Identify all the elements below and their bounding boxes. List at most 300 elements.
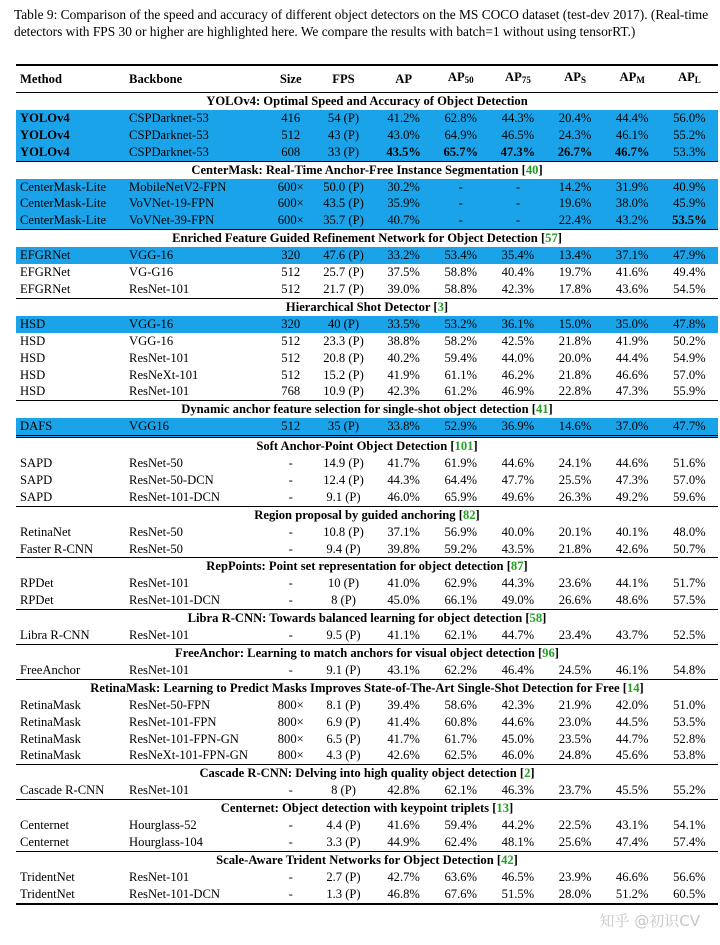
cell-aps: 19.7% [558,265,592,280]
cell-ap75: 49.6% [501,489,535,504]
cell-aps: 21.8% [558,541,592,556]
cell-fps: 1.3 (P) [312,886,375,904]
cell-backbone: ResNet-101 [129,628,190,643]
section-header-row [16,645,718,662]
cell-fps: 9.5 (P) [326,628,361,643]
cell-backbone: ResNet-101 [129,281,190,296]
cell-ap: 43.5% [375,144,432,161]
cell-apl: 51.0% [673,697,706,712]
cell-size: 800× [277,731,304,746]
cell-ap75: 45.0% [501,731,535,746]
cell-backbone: ResNeXt-101 [129,367,199,382]
cell-ap: 42.3% [387,384,420,399]
cell-ap50: 62.2% [444,662,478,677]
cell-apl: 53.5% [673,714,706,729]
cell-apl: 57.0% [673,367,706,382]
header-ap50-sub: 50 [464,75,474,85]
cell-aps: 20.1% [558,524,592,539]
cell-size: 800× [277,714,304,729]
table-header [16,65,718,93]
cell-fps: 10.9 (P) [323,384,364,399]
cell-apl: 56.6% [673,869,706,884]
cell-ap75: 46.5% [489,127,546,144]
cell-ap: 44.3% [387,472,420,487]
cell-ap50: 58.6% [444,697,478,712]
cell-ap: 41.2% [375,110,432,127]
cell-fps: 43.5 (P) [312,195,375,212]
table-row-realtime [16,212,718,229]
table-row [16,281,718,298]
cell-backbone: ResNet-50 [129,541,183,556]
cell-method: HSD [20,384,46,399]
table-row [16,333,718,350]
cell-apl: 47.9% [661,247,718,264]
cell-aps: 23.7% [558,783,592,798]
table-row [16,472,718,489]
cell-method: FreeAnchor [20,662,81,677]
citation-open: [ [503,559,511,574]
cell-ap75: 44.6% [501,456,535,471]
header-size: Size [279,71,302,86]
cell-size: - [288,593,293,608]
cell-ap: 42.6% [387,748,420,763]
cell-apm: 41.6% [615,265,649,280]
cell-backbone: VGG-16 [125,316,270,333]
section-title-cell [16,610,718,627]
header-fps: FPS [332,71,355,86]
cell-ap50: 64.4% [444,472,478,487]
cell-backbone: ResNet-101-FPN-GN [129,731,239,746]
cell-ap: 37.5% [387,265,420,280]
cell-size: 608 [270,144,312,161]
table-row [16,731,718,748]
cell-method: CenterMask-Lite [16,195,125,212]
cell-ap50: 59.2% [444,541,478,556]
cell-ap50: 59.4% [444,818,478,833]
header-apm [604,65,661,93]
cell-backbone: CSPDarknet-53 [125,110,270,127]
cell-apl: 48.0% [673,524,706,539]
cell-fps: 9.1 (P) [326,489,361,504]
citation-close: ] [554,646,559,660]
cell-ap: 42.7% [387,869,420,884]
table-row-realtime [16,144,718,161]
cell-fps: 9.1 (P) [326,662,361,677]
section-title-cell [16,800,718,817]
section-header-row [16,558,718,575]
header-ap50 [432,65,489,93]
cell-ap50: - [432,212,489,229]
cell-size: - [288,834,293,849]
header-apl [661,65,718,93]
citation-close: ] [548,402,553,417]
cell-ap: 41.7% [387,731,420,746]
section-title-cell [16,161,718,178]
table-row [16,383,718,400]
cell-ap: 46.8% [375,886,432,904]
citation-close: ] [473,439,478,454]
section-header-row [16,161,718,178]
section-header-row [16,851,718,868]
cell-apl: 57.0% [673,472,706,487]
cell-aps: 14.2% [546,179,603,196]
cell-ap50: 58.8% [444,281,478,296]
table-row-realtime [16,179,718,196]
cell-backbone: ResNet-101-DCN [125,886,270,904]
citation-link[interactable]: 82 [462,507,476,522]
cell-method: CenterMask-Lite [16,179,125,196]
cell-ap50: 64.9% [432,127,489,144]
header-ap75-sub: 75 [521,75,531,85]
cell-ap50: 56.9% [444,524,478,539]
cell-aps: 20.4% [546,110,603,127]
cell-ap50: 66.1% [444,593,478,608]
cell-apm: 47.4% [615,834,649,849]
cell-size: 768 [281,384,301,399]
cell-ap50: 61.9% [444,456,478,471]
cell-fps: 8 (P) [331,783,356,798]
cell-ap: 43.0% [375,127,432,144]
cell-apl: 53.8% [673,748,706,763]
table-row [16,714,718,731]
table-row [16,782,718,799]
section-header-row [16,610,718,627]
cell-apl: 57.4% [673,834,706,849]
cell-apm: 43.7% [615,628,649,643]
cell-apl: 53.3% [661,144,718,161]
section-header-row [16,800,718,817]
cell-aps: 21.9% [558,697,592,712]
cell-fps: 23.3 (P) [323,333,364,348]
cell-size: 320 [270,316,312,333]
cell-apl: 51.6% [673,456,706,471]
cell-ap75: 46.5% [501,869,535,884]
cell-apm: 43.6% [615,281,649,296]
cell-ap75: 46.2% [501,367,535,382]
citation-open: [ [522,611,530,626]
cell-ap: 33.8% [375,418,432,436]
citation-link[interactable]: 87 [510,559,524,574]
cell-ap75: - [489,179,546,196]
cell-aps: 23.6% [558,576,592,591]
cell-method: RetinaMask [20,731,81,746]
cell-method: HSD [20,350,46,365]
cell-apm: 47.3% [615,472,649,487]
cell-aps: 24.1% [558,456,592,471]
cell-size: - [288,489,293,504]
cell-method: RetinaNet [20,524,72,539]
cell-ap: 41.0% [387,576,420,591]
cell-aps: 24.3% [546,127,603,144]
section-title-cell [16,645,718,662]
header-apl-sub: L [694,75,701,85]
cell-apm: 46.1% [604,127,661,144]
cell-size: - [288,818,293,833]
cell-aps: 23.0% [558,714,592,729]
cell-ap50: 61.7% [444,731,478,746]
citation-link[interactable]: 96 [542,646,555,660]
section-title: Region proposal by guided anchoring [254,507,456,522]
section-title-cell [16,558,718,575]
cell-ap75: 47.7% [501,472,535,487]
section-title: CenterMask: Real-Time Anchor-Free Instance Segmentation [191,162,519,177]
cell-size: 800× [277,697,304,712]
cell-fps: 35.7 (P) [312,212,375,229]
citation-open: [ [528,402,536,417]
cell-backbone: VoVNet-19-FPN [125,195,270,212]
section-title-cell [16,93,718,110]
cell-apl: 57.5% [673,593,706,608]
cell-apl: 52.5% [673,628,706,643]
cell-fps: 6.5 (P) [326,731,361,746]
cell-ap: 41.7% [387,456,420,471]
table-row-realtime [16,316,718,333]
cell-ap75: 48.1% [501,834,535,849]
header-method: Method [20,71,62,86]
cell-fps: 33 (P) [312,144,375,161]
cell-apl: 40.9% [661,179,718,196]
table-row-realtime [16,247,718,264]
cell-backbone: ResNet-101-DCN [129,593,220,608]
section-title: Enriched Feature Guided Refinement Network for Object Detection [172,231,538,246]
cell-apl: 47.7% [661,418,718,436]
cell-method: DAFS [16,418,125,436]
cell-aps: 26.6% [558,593,592,608]
citation-link[interactable]: 40 [525,162,539,177]
citation-close: ] [557,231,562,246]
cell-method: RetinaMask [20,714,81,729]
table-row [16,455,718,472]
table-row-realtime [16,127,718,144]
citation-close: ] [530,766,535,781]
cell-size: 512 [281,367,301,382]
citation-close: ] [523,559,528,574]
section-title: Scale-Aware Trident Networks for Object Detection [216,852,494,867]
cell-ap50: 59.4% [444,350,478,365]
header-ap75 [489,65,546,93]
cell-size: 600× [270,212,312,229]
citation-link[interactable]: 2 [524,766,531,781]
cell-apm: 47.3% [615,384,649,399]
cell-method: Centernet [20,818,69,833]
cell-ap50: 61.1% [444,367,478,382]
table-row [16,747,718,764]
cell-apm: 46.6% [615,869,649,884]
section-title-cell [16,851,718,868]
cell-apm: 44.1% [615,576,649,591]
section-title-cell [16,679,718,696]
cell-ap: 38.8% [387,333,420,348]
cell-ap50: 58.2% [444,333,478,348]
cell-fps: 20.8 (P) [323,350,364,365]
cell-size: - [270,886,312,904]
citation-link[interactable]: 13 [496,801,509,816]
table-row-realtime [16,195,718,212]
cell-apm: 49.2% [615,489,649,504]
citation-open: [ [430,299,438,314]
cell-fps: 8 (P) [331,593,356,608]
cell-apl: 53.5% [661,212,718,229]
section-title: Cascade R-CNN: Delving into high quality object detection [199,766,517,781]
cell-aps: 21.8% [558,367,592,382]
cell-ap50: 53.2% [432,316,489,333]
cell-method: SAPD [20,456,53,471]
cell-ap75: 40.4% [501,265,535,280]
citation-link[interactable]: 42 [501,852,514,867]
cell-apl: 47.8% [661,316,718,333]
cell-ap50: 61.2% [444,384,478,399]
cell-aps: 24.5% [558,662,592,677]
cell-method: TridentNet [16,886,125,904]
cell-apm: 37.0% [604,418,661,436]
cell-size: 600× [270,179,312,196]
cell-backbone: ResNet-50 [129,524,183,539]
cell-fps: 10.8 (P) [323,524,364,539]
cell-size: - [288,662,293,677]
cell-apl: 54.5% [673,281,706,296]
cell-ap50: 52.9% [432,418,489,436]
cell-apl: 55.9% [673,384,706,399]
cell-method: HSD [20,367,46,382]
cell-apm: 46.7% [604,144,661,161]
section-header-row [16,506,718,523]
cell-aps: 23.5% [558,731,592,746]
cell-backbone: ResNet-101-FPN [129,714,217,729]
cell-apl: 54.1% [673,818,706,833]
header-apl-base: AP [677,70,695,84]
cell-size: 512 [281,281,301,296]
cell-aps: 15.0% [546,316,603,333]
cell-apm: 48.6% [615,593,649,608]
cell-ap: 41.4% [387,714,420,729]
table-row [16,575,718,592]
cell-apl: 55.2% [673,783,706,798]
cell-backbone: Hourglass-104 [129,834,203,849]
section-header-row [16,230,718,247]
cell-size: 600× [270,195,312,212]
citation-link[interactable]: 3 [437,299,444,314]
cell-ap75: - [489,195,546,212]
cell-apm: 37.1% [604,247,661,264]
header-ap75-base: AP [505,70,522,84]
cell-fps: 2.7 (P) [326,869,361,884]
cell-ap: 41.9% [387,367,420,382]
section-title: Centernet: Object detection with keypoint triplets [220,801,490,816]
section-title: YOLOv4: Optimal Speed and Accuracy of Object Detection [206,94,528,108]
cell-fps: 35 (P) [312,418,375,436]
table-row [16,886,718,904]
cell-ap50: 62.9% [444,576,478,591]
cell-size: 512 [270,418,312,436]
cell-backbone: VGG16 [125,418,270,436]
cell-backbone: ResNet-101 [129,783,190,798]
section-title: RetinaMask: Learning to Predict Masks Improves State-of-The-Art Single-Shot Detection for Free [90,680,620,695]
section-title: FreeAnchor: Learning to match anchors for visual object detection [175,646,535,660]
cell-aps: 14.6% [546,418,603,436]
cell-size: 416 [270,110,312,127]
cell-aps: 23.9% [558,869,592,884]
table-row [16,264,718,281]
section-title: Hierarchical Shot Detector [285,299,431,314]
cell-ap: 44.9% [387,834,420,849]
cell-ap75: 44.7% [501,628,535,643]
cell-ap: 33.2% [375,247,432,264]
cell-aps: 23.4% [558,628,592,643]
cell-backbone: ResNet-50-DCN [129,472,214,487]
cell-apm: 44.4% [615,350,649,365]
cell-apm: 31.9% [604,179,661,196]
cell-size: 800× [277,748,304,763]
cell-fps: 14.9 (P) [323,456,364,471]
cell-ap75: 44.2% [501,818,535,833]
cell-aps: 22.4% [546,212,603,229]
cell-ap50: 62.4% [444,834,478,849]
cell-method: RetinaMask [20,748,81,763]
cell-ap50: - [432,195,489,212]
cell-ap: 42.8% [387,783,420,798]
cell-method: CenterMask-Lite [16,212,125,229]
cell-aps: 28.0% [546,886,603,904]
cell-apm: 42.6% [615,541,649,556]
citation-link[interactable]: 101 [454,439,474,454]
header-backbone: Backbone [129,71,183,86]
citation-link[interactable]: 57 [545,231,558,246]
cell-size: 320 [270,247,312,264]
cell-method: EFGRNet [16,247,125,264]
citation-link[interactable]: 41 [535,402,549,417]
cell-ap75: 51.5% [489,886,546,904]
cell-backbone: VoVNet-39-FPN [125,212,270,229]
cell-ap75: 46.3% [501,783,535,798]
cell-apl: 51.7% [673,576,706,591]
header-ap: AP [395,71,413,86]
cell-ap: 37.1% [387,524,420,539]
citation-link[interactable]: 14 [626,680,640,695]
cell-backbone: VGG-16 [125,247,270,264]
cell-backbone: ResNet-101 [129,662,190,677]
table-row [16,869,718,886]
citation-open: [ [447,439,455,454]
cell-method: RPDet [20,576,54,591]
cell-apm: 43.1% [615,818,649,833]
cell-ap50: 65.9% [444,489,478,504]
cell-apl: 52.8% [673,731,706,746]
cell-ap: 43.1% [387,662,420,677]
citation-close: ] [443,299,449,314]
cell-ap50: 62.5% [444,748,478,763]
cell-fps: 15.2 (P) [323,367,364,382]
cell-ap75: 44.6% [501,714,535,729]
citation-link[interactable]: 58 [529,611,543,626]
cell-ap: 41.1% [387,628,420,643]
cell-aps: 19.6% [546,195,603,212]
cell-method: YOLOv4 [16,110,125,127]
cell-method: Libra R-CNN [20,628,90,643]
cell-fps: 10 (P) [327,576,360,591]
cell-fps: 54 (P) [312,110,375,127]
cell-backbone: VG-G16 [129,265,174,280]
cell-size: - [288,456,293,471]
cell-aps: 25.6% [558,834,592,849]
cell-aps: 22.8% [558,384,592,399]
cell-ap50: 60.8% [444,714,478,729]
cell-ap75: 49.0% [501,593,535,608]
cell-ap75: 44.3% [501,576,535,591]
cell-apm: 35.0% [604,316,661,333]
cell-ap75: 47.3% [489,144,546,161]
table-row [16,541,718,558]
table-row [16,350,718,367]
